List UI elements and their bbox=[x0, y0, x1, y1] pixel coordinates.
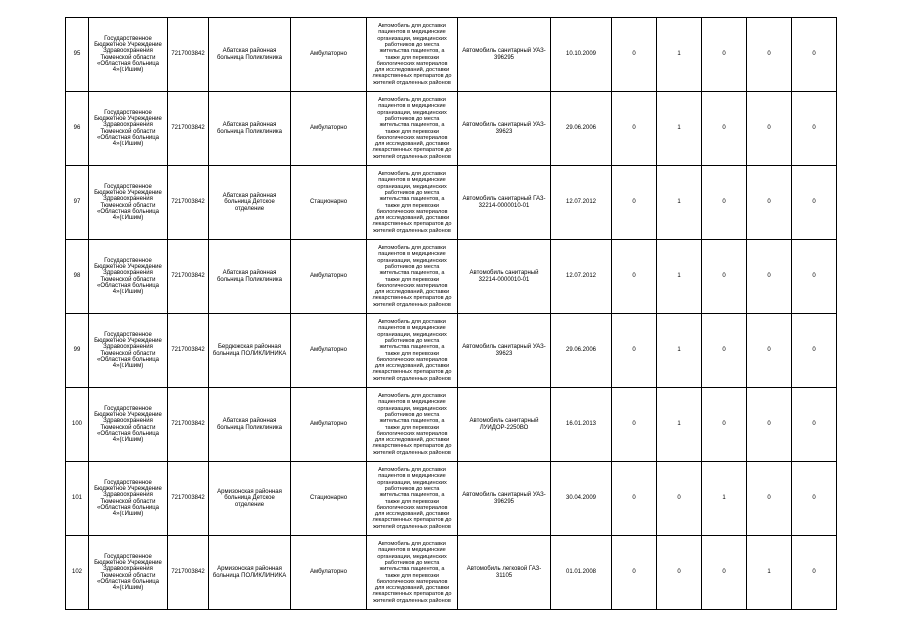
row-number-cell: 101 bbox=[66, 462, 89, 536]
care-type-cell: Стационарно bbox=[291, 166, 367, 240]
table-row bbox=[66, 92, 837, 166]
count-cell-1: 0 bbox=[612, 462, 657, 536]
care-type-cell: Амбулаторно bbox=[291, 18, 367, 92]
organization-cell: Государственное Бюджетное Учреждение Здравоохранения Тюменской области «Областная больница 4»(г.Ишим) bbox=[89, 18, 168, 92]
vehicle-model-cell: Автомобиль санитарный ЛУИДОР-2250ВО bbox=[458, 388, 551, 462]
count-cell-5: 0 bbox=[792, 462, 837, 536]
vehicle-model-cell: Автомобиль санитарный УАЗ- 396295 bbox=[458, 18, 551, 92]
care-type-cell: Стационарно bbox=[291, 462, 367, 536]
vehicle-model-cell: Автомобиль санитарный УАЗ- 39623 bbox=[458, 92, 551, 166]
vehicle-model-cell: Автомобиль санитарный 32214-0000010-01 bbox=[458, 240, 551, 314]
organization-cell: Государственное Бюджетное Учреждение Здравоохранения Тюменской области «Областная больница 4»(г.Ишим) bbox=[89, 388, 168, 462]
count-cell-4: 0 bbox=[747, 166, 792, 240]
count-cell-3: 0 bbox=[702, 536, 747, 610]
organization-cell: Государственное Бюджетное Учреждение Здравоохранения Тюменской области «Областная больница 4»(г.Ишим) bbox=[89, 166, 168, 240]
division-cell: Абатская районная больница Поликлиника bbox=[209, 240, 291, 314]
count-cell-3: 0 bbox=[702, 166, 747, 240]
count-cell-2: 1 bbox=[657, 388, 702, 462]
vehicle-purpose-cell: Автомобиль для доставки пациентов в медицинские организации, медицинских работников до места жительства пациентов, а также для перевозки биологических материалов для исследований, доставки лекарственных препаратов до жителей отдаленных районов bbox=[367, 388, 458, 462]
count-cell-3: 0 bbox=[702, 18, 747, 92]
count-cell-1: 0 bbox=[612, 314, 657, 388]
inn-cell: 7217003842 bbox=[168, 92, 209, 166]
count-cell-5: 0 bbox=[792, 18, 837, 92]
inn-cell: 7217003842 bbox=[168, 536, 209, 610]
vehicle-purpose-cell: Автомобиль для доставки пациентов в медицинские организации, медицинских работников до места жительства пациентов, а также для перевозки биологических материалов для исследований, доставки лекарственных препаратов до жителей отдаленных районов bbox=[367, 240, 458, 314]
vehicle-purpose-cell: Автомобиль для доставки пациентов в медицинские организации, медицинских работников до места жительства пациентов, а также для перевозки биологических материалов для исследований, доставки лекарственных препаратов до жителей отдаленных районов bbox=[367, 166, 458, 240]
table-row bbox=[66, 314, 837, 388]
vehicle-register-table bbox=[65, 17, 837, 610]
count-cell-5: 0 bbox=[792, 388, 837, 462]
row-number-cell: 100 bbox=[66, 388, 89, 462]
organization-cell: Государственное Бюджетное Учреждение Здравоохранения Тюменской области «Областная больница 4»(г.Ишим) bbox=[89, 240, 168, 314]
division-cell: Абатская районная больница Детское отделение bbox=[209, 166, 291, 240]
division-cell: Бердюжская районная больница ПОЛИКЛИНИКА bbox=[209, 314, 291, 388]
inn-cell: 7217003842 bbox=[168, 388, 209, 462]
organization-cell: Государственное Бюджетное Учреждение Здравоохранения Тюменской области «Областная больница 4»(г.Ишим) bbox=[89, 314, 168, 388]
vehicle-purpose-cell: Автомобиль для доставки пациентов в медицинские организации, медицинских работников до места жительства пациентов, а также для перевозки биологических материалов для исследований, доставки лекарственных препаратов до жителей отдаленных районов bbox=[367, 92, 458, 166]
row-number-cell: 97 bbox=[66, 166, 89, 240]
table-row bbox=[66, 462, 837, 536]
vehicle-register-sheet bbox=[65, 17, 837, 610]
count-cell-3: 1 bbox=[702, 462, 747, 536]
table-row bbox=[66, 240, 837, 314]
count-cell-4: 0 bbox=[747, 18, 792, 92]
table-row bbox=[66, 388, 837, 462]
count-cell-5: 0 bbox=[792, 92, 837, 166]
division-cell: Абатская районная больница Поликлиника bbox=[209, 388, 291, 462]
registration-date-cell: 10.10.2009 bbox=[551, 18, 612, 92]
count-cell-3: 0 bbox=[702, 92, 747, 166]
count-cell-1: 0 bbox=[612, 536, 657, 610]
count-cell-3: 0 bbox=[702, 388, 747, 462]
row-number-cell: 98 bbox=[66, 240, 89, 314]
registration-date-cell: 12.07.2012 bbox=[551, 240, 612, 314]
count-cell-4: 0 bbox=[747, 462, 792, 536]
care-type-cell: Амбулаторно bbox=[291, 388, 367, 462]
row-number-cell: 95 bbox=[66, 18, 89, 92]
inn-cell: 7217003842 bbox=[168, 462, 209, 536]
registration-date-cell: 01.01.2008 bbox=[551, 536, 612, 610]
table-row bbox=[66, 166, 837, 240]
division-cell: Абатская районная больница Поликлиника bbox=[209, 92, 291, 166]
division-cell: Армизонская районная больница Детское отделение bbox=[209, 462, 291, 536]
row-number-cell: 102 bbox=[66, 536, 89, 610]
row-number-cell: 96 bbox=[66, 92, 89, 166]
count-cell-4: 0 bbox=[747, 388, 792, 462]
count-cell-4: 0 bbox=[747, 92, 792, 166]
count-cell-2: 1 bbox=[657, 166, 702, 240]
care-type-cell: Амбулаторно bbox=[291, 536, 367, 610]
count-cell-2: 0 bbox=[657, 462, 702, 536]
table-row bbox=[66, 18, 837, 92]
count-cell-4: 1 bbox=[747, 536, 792, 610]
count-cell-3: 0 bbox=[702, 240, 747, 314]
count-cell-2: 1 bbox=[657, 92, 702, 166]
inn-cell: 7217003842 bbox=[168, 314, 209, 388]
count-cell-1: 0 bbox=[612, 18, 657, 92]
registration-date-cell: 29.06.2006 bbox=[551, 92, 612, 166]
count-cell-4: 0 bbox=[747, 240, 792, 314]
vehicle-purpose-cell: Автомобиль для доставки пациентов в медицинские организации, медицинских работников до места жительства пациентов, а также для перевозки биологических материалов для исследований, доставки лекарственных препаратов до жителей отдаленных районов bbox=[367, 314, 458, 388]
count-cell-3: 0 bbox=[702, 314, 747, 388]
organization-cell: Государственное Бюджетное Учреждение Здравоохранения Тюменской области «Областная больница 4»(г.Ишим) bbox=[89, 462, 168, 536]
inn-cell: 7217003842 bbox=[168, 240, 209, 314]
count-cell-2: 1 bbox=[657, 18, 702, 92]
vehicle-model-cell: Автомобиль легковой ГАЗ- 31105 bbox=[458, 536, 551, 610]
vehicle-model-cell: Автомобиль санитарный УАЗ- 39623 bbox=[458, 314, 551, 388]
count-cell-5: 0 bbox=[792, 166, 837, 240]
count-cell-2: 1 bbox=[657, 240, 702, 314]
inn-cell: 7217003842 bbox=[168, 166, 209, 240]
count-cell-2: 0 bbox=[657, 536, 702, 610]
division-cell: Армизонская районная больница ПОЛИКЛИНИКА bbox=[209, 536, 291, 610]
table-body bbox=[66, 18, 837, 610]
count-cell-2: 1 bbox=[657, 314, 702, 388]
vehicle-purpose-cell: Автомобиль для доставки пациентов в медицинские организации, медицинских работников до места жительства пациентов, а также для перевозки биологических материалов для исследований, доставки лекарственных препаратов до жителей отдаленных районов bbox=[367, 536, 458, 610]
count-cell-4: 0 bbox=[747, 314, 792, 388]
registration-date-cell: 30.04.2009 bbox=[551, 462, 612, 536]
organization-cell: Государственное Бюджетное Учреждение Здравоохранения Тюменской области «Областная больница 4»(г.Ишим) bbox=[89, 92, 168, 166]
registration-date-cell: 29.06.2006 bbox=[551, 314, 612, 388]
count-cell-1: 0 bbox=[612, 92, 657, 166]
care-type-cell: Амбулаторно bbox=[291, 92, 367, 166]
care-type-cell: Амбулаторно bbox=[291, 240, 367, 314]
vehicle-purpose-cell: Автомобиль для доставки пациентов в медицинские организации, медицинских работников до места жительства пациентов, а также для перевозки биологических материалов для исследований, доставки лекарственных препаратов до жителей отдаленных районов bbox=[367, 18, 458, 92]
vehicle-purpose-cell: Автомобиль для доставки пациентов в медицинские организации, медицинских работников до места жительства пациентов, а также для перевозки биологических материалов для исследований, доставки лекарственных препаратов до жителей отдаленных районов bbox=[367, 462, 458, 536]
count-cell-5: 0 bbox=[792, 240, 837, 314]
row-number-cell: 99 bbox=[66, 314, 89, 388]
care-type-cell: Амбулаторно bbox=[291, 314, 367, 388]
count-cell-5: 0 bbox=[792, 536, 837, 610]
registration-date-cell: 12.07.2012 bbox=[551, 166, 612, 240]
vehicle-model-cell: Автомобиль санитарный УАЗ- 396295 bbox=[458, 462, 551, 536]
inn-cell: 7217003842 bbox=[168, 18, 209, 92]
count-cell-1: 0 bbox=[612, 388, 657, 462]
registration-date-cell: 16.01.2013 bbox=[551, 388, 612, 462]
division-cell: Абатская районная больница Поликлиника bbox=[209, 18, 291, 92]
organization-cell: Государственное Бюджетное Учреждение Здравоохранения Тюменской области «Областная больница 4»(г.Ишим) bbox=[89, 536, 168, 610]
count-cell-5: 0 bbox=[792, 314, 837, 388]
vehicle-model-cell: Автомобиль санитарный ГАЗ- 32214-0000010-01 bbox=[458, 166, 551, 240]
count-cell-1: 0 bbox=[612, 166, 657, 240]
count-cell-1: 0 bbox=[612, 240, 657, 314]
table-row bbox=[66, 536, 837, 610]
